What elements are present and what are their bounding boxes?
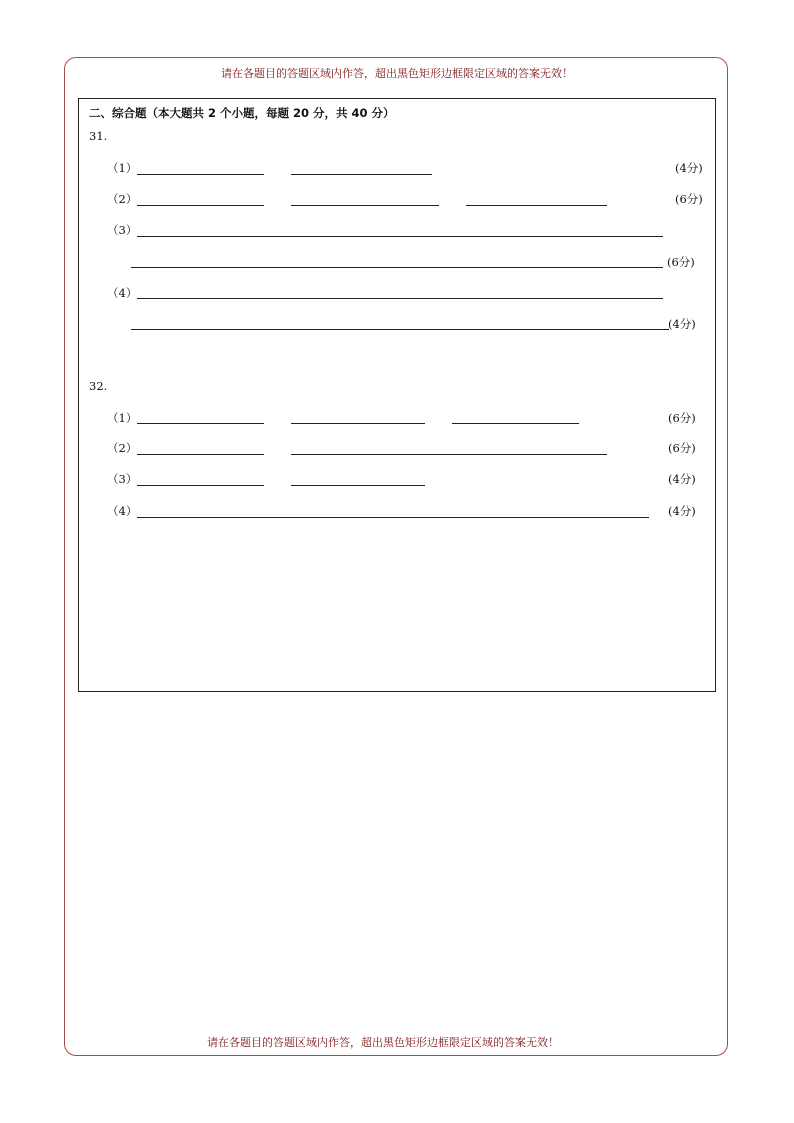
q32-part1-blank-3[interactable] <box>452 423 579 424</box>
q32-part2-blank-2[interactable] <box>291 454 607 455</box>
q31-part4-blank-2[interactable] <box>131 329 669 330</box>
q31-part1-score: (4分) <box>675 161 703 175</box>
section-title: 二、综合题（本大题共 2 个小题，每题 20 分，共 40 分） <box>89 106 395 120</box>
q31-part4-score: (4分) <box>668 317 696 331</box>
q31-part3-label: （3） <box>107 223 138 237</box>
question-31-number: 31. <box>89 129 108 143</box>
q32-part1-score: (6分) <box>668 411 696 425</box>
top-warning-text: 请在各题目的答题区域内作答，超出黑色矩形边框限定区域的答案无效！ <box>221 67 573 80</box>
q31-part4-label: （4） <box>107 286 138 300</box>
q31-part2-blank-1[interactable] <box>137 205 264 206</box>
q31-part2-score: (6分) <box>675 192 703 206</box>
q32-part1-blank-2[interactable] <box>291 423 425 424</box>
bottom-warning-text: 请在各题目的答题区域内作答，超出黑色矩形边框限定区域的答案无效！ <box>207 1036 559 1049</box>
q31-part4-blank-1[interactable] <box>137 298 663 299</box>
q32-part3-blank-1[interactable] <box>137 485 264 486</box>
q32-part4-blank-1[interactable] <box>137 517 649 518</box>
q31-part3-score: (6分) <box>667 255 695 269</box>
q31-part2-label: （2） <box>107 192 138 206</box>
question-32-number: 32. <box>89 379 108 393</box>
q32-part1-label: （1） <box>107 411 138 425</box>
q32-part2-label: （2） <box>107 441 138 455</box>
q32-part1-blank-1[interactable] <box>137 423 264 424</box>
q31-part1-blank-1[interactable] <box>137 174 264 175</box>
q31-part3-blank-2[interactable] <box>131 267 663 268</box>
answer-box <box>78 98 716 692</box>
q32-part4-score: (4分) <box>668 504 696 518</box>
q32-part3-score: (4分) <box>668 472 696 486</box>
q32-part2-blank-1[interactable] <box>137 454 264 455</box>
q32-part2-score: (6分) <box>668 441 696 455</box>
q31-part1-label: （1） <box>107 161 138 175</box>
q32-part4-label: （4） <box>107 504 138 518</box>
q32-part3-label: （3） <box>107 472 138 486</box>
q31-part1-blank-2[interactable] <box>291 174 432 175</box>
q31-part3-blank-1[interactable] <box>137 236 663 237</box>
q31-part2-blank-3[interactable] <box>466 205 607 206</box>
q31-part2-blank-2[interactable] <box>291 205 439 206</box>
q32-part3-blank-2[interactable] <box>291 485 425 486</box>
